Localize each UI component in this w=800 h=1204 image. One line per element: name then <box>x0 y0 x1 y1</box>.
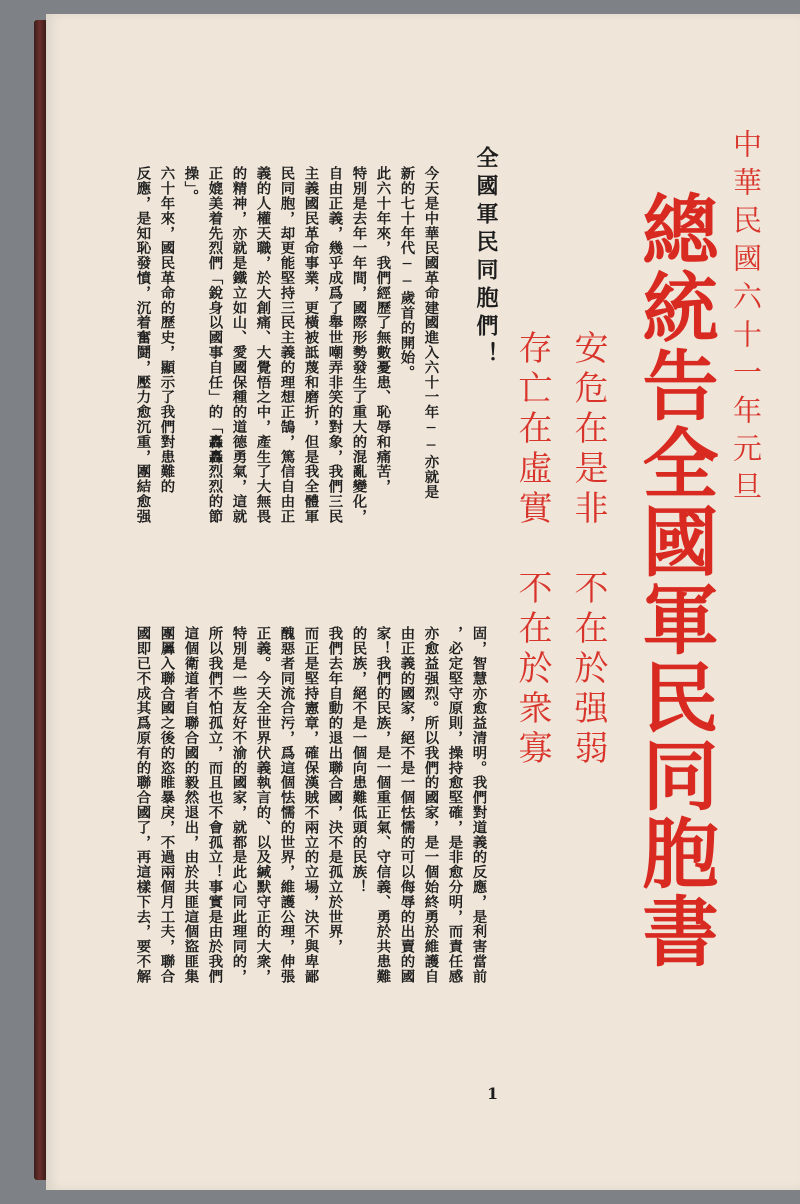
upper-text-column: 今天是中華民國革命建國進入六十一年──亦就是 <box>422 166 440 499</box>
upper-text-column: 此六十年來，我們經歷了無數憂患、恥辱和痛苦， <box>374 166 392 494</box>
lower-text-column: 團羼入聯合國之後的恣睢暴戾，不過兩個月工夫，聯合 <box>158 626 176 984</box>
upper-text-column: 義的人權天職，於大創痛、大覺悟之中，產生了大無畏 <box>254 166 272 524</box>
upper-text-column: 反應，是知恥發憤，沉着奮鬪，壓力愈沉重，團結愈强 <box>134 166 152 524</box>
page-number: 1 <box>487 1084 499 1103</box>
salutation: 全國軍民同胞們！ <box>473 146 499 370</box>
upper-text-column: 的精神，亦就是鐵立如山、愛國保種的道德勇氣，這就 <box>230 166 248 524</box>
upper-text-column: 主義國民革命事業，更橫被詆蔑和磨折，但是我全體軍 <box>302 166 320 524</box>
lower-text-column: 由正義的國家，絕不是一個怯懦的可以侮辱的出賣的國 <box>398 626 416 984</box>
upper-text-column: 自由正義，幾乎成爲了舉世嘲弄非笑的對象，我們三民 <box>326 166 344 524</box>
document-page <box>46 14 800 1190</box>
lower-text-column: 固，智慧亦愈益清明。我們對道義的反應，是利害當前 <box>470 626 488 984</box>
lower-text-column: 的民族，絕不是一個向患難低頭的民族！ <box>350 626 368 895</box>
lower-text-column: 這個衛道者自聯合國的毅然退出，由於共匪這個盜匪集 <box>182 626 200 984</box>
upper-text-column: 操」。 <box>182 166 200 204</box>
document-title: 總統告全國軍民同胞書 <box>630 190 719 970</box>
upper-text-column: 民同胞，却更能堅持三民主義的理想正鵠，篤信自由正 <box>278 166 296 524</box>
upper-text-column: 特別是去年一年間，國際形勢發生了重大的混亂變化， <box>350 166 368 524</box>
document-date: 中華民國六十一年元旦 <box>729 129 763 509</box>
lower-text-column: 正義。今天全世界伏義執言的、以及緘默守正的大衆， <box>254 626 272 984</box>
lower-text-column: 亦愈益强烈。所以我們的國家，是一個始終勇於維護自 <box>422 626 440 984</box>
upper-text-column: 新的七十年代──歲首的開始。 <box>398 166 416 380</box>
upper-text-column: 正媲美着先烈們「銳身以國事自任」的「轟轟烈烈的節 <box>206 166 224 524</box>
subtitle-line-2: 存亡在虛實 不在於衆寡 <box>512 330 552 770</box>
lower-text-column: 家！我們的民族，是一個重正氣、守信義、勇於共患難 <box>374 626 392 984</box>
lower-text-column: 醜惡者同流合污，爲這個怯懦的世界，維護公理，伸張 <box>278 626 296 984</box>
lower-text-column: ，必定堅守原則，操持愈堅確，是非愈分明，而責任感 <box>446 626 464 984</box>
lower-text-column: 特別是一些友好不渝的國家，就都是此心同此理同的， <box>230 626 248 984</box>
lower-text-column: 國即已不成其爲原有的聯合國了，再這樣下去，要不解 <box>134 626 152 984</box>
upper-text-column: 六十年來，國民革命的歷史，顯示了我們對患難的 <box>158 166 176 494</box>
lower-text-column: 所以我們不怕孤立，而且也不會孤立！事實是由於我們 <box>206 626 224 984</box>
subtitle-line-1: 安危在是非 不在於强弱 <box>568 330 608 770</box>
lower-text-column: 而正是堅持憲章，確保漢賊不兩立的立場，決不與卑鄙 <box>302 626 320 984</box>
lower-text-column: 我們去年自動的退出聯合國，決不是孤立於世界， <box>326 626 344 954</box>
